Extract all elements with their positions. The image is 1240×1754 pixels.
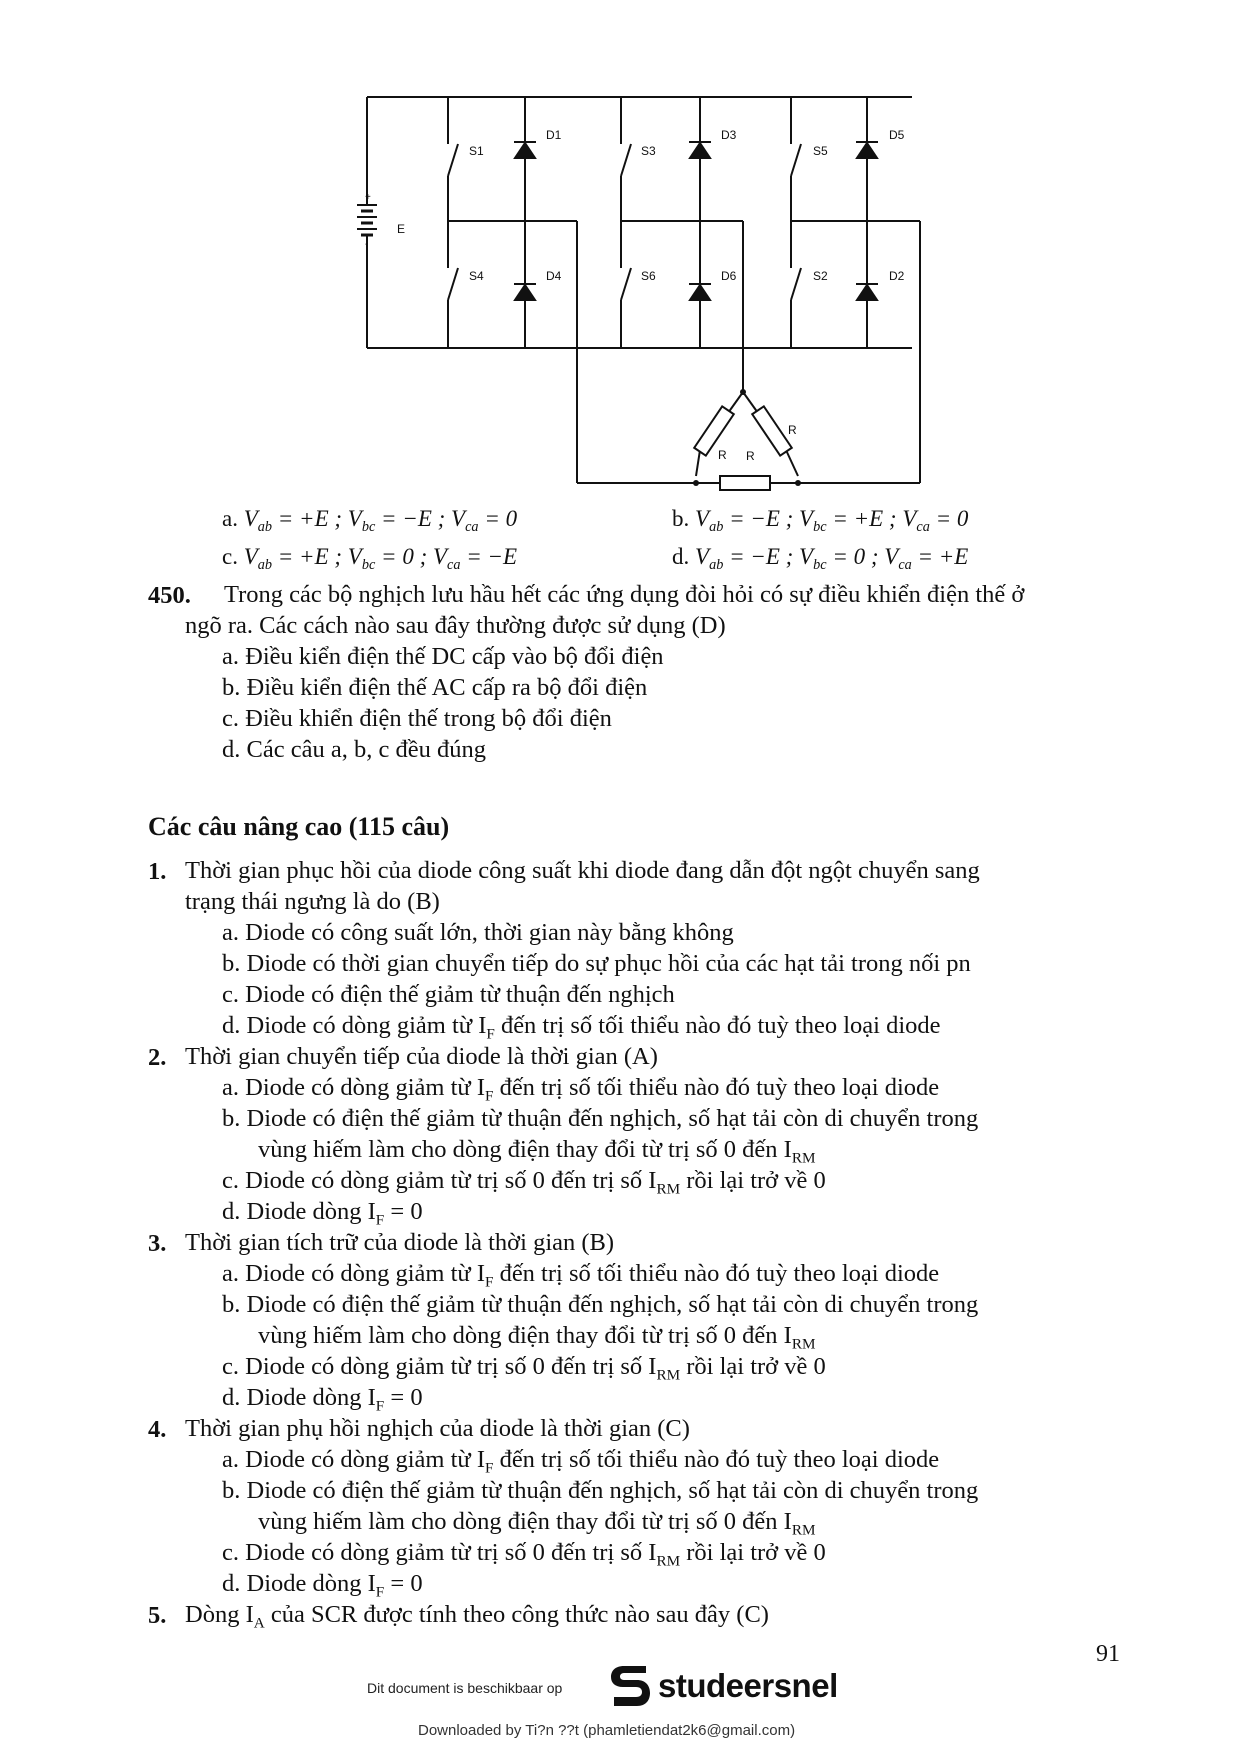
q5-number: 5. <box>148 1602 167 1629</box>
circuit-label-s6: S6 <box>641 269 656 283</box>
studeersnel-brand: studeersnel <box>658 1667 838 1704</box>
q450-option-d: d. Các câu a, b, c đều đúng <box>222 736 486 763</box>
studeersnel-s-icon <box>608 1662 652 1710</box>
q4-option-b-line1: b. Diode có điện thế giảm từ thuận đến nghịch, số hạt tải còn di chuyển trong <box>222 1477 979 1504</box>
q2-number: 2. <box>148 1044 167 1071</box>
q1-option-b: b. Diode có thời gian chuyển tiếp do sự phục hồi của các hạt tải trong nối pn <box>222 950 971 977</box>
q3-option-a: a. Diode có dòng giảm từ $I_F$ đến trị số tối thiểu nào đó tuỳ theo loại diode <box>222 1260 940 1291</box>
q4-option-a: a. Diode có dòng giảm từ $I_F$ đến trị số tối thiểu nào đó tuỳ theo loại diode <box>222 1446 940 1477</box>
q3-option-b-line2: vùng hiếm làm cho dòng điện thay đổi từ trị số 0 đến $I_{RM}$ <box>258 1322 816 1353</box>
q3-number: 3. <box>148 1230 167 1257</box>
circuit-label-d4: D4 <box>546 269 562 283</box>
three-phase-inverter-circuit <box>0 0 1240 500</box>
q3-option-b-line1: b. Diode có điện thế giảm từ thuận đến nghịch, số hạt tải còn di chuyển trong <box>222 1291 979 1318</box>
q449-option-b: b. $V_{ab} = -E$ ; $V_{bc} = +E$ ; $V_{ca} = 0$ <box>672 506 969 535</box>
q1-option-c: c. Diode có điện thế giảm từ thuận đến nghịch <box>222 981 675 1008</box>
q450-option-a: a. Điều kiển điện thế DC cấp vào bộ đổi điện <box>222 643 664 670</box>
q1-stem-line2: trạng thái ngưng là do (B) <box>185 888 440 915</box>
battery-minus-sign: - <box>365 239 369 250</box>
q450-stem-line2: ngõ ra. Các cách nào sau đây thường được sử dụng (D) <box>185 612 726 639</box>
circuit-label-s1: S1 <box>469 144 484 158</box>
q450-number: 450. <box>148 582 191 609</box>
q449-option-d: d. $V_{ab} = -E$ ; $V_{bc} = 0$ ; $V_{ca} = +E$ <box>672 544 969 573</box>
q450-option-c: c. Điều khiển điện thế trong bộ đổi điện <box>222 705 612 732</box>
q3-option-d: d. Diode dòng $I_F = 0$ <box>222 1384 423 1415</box>
circuit-label-d6: D6 <box>721 269 737 283</box>
circuit-label-d3: D3 <box>721 128 737 142</box>
footer-available-text: Dit document is beschikbaar op <box>367 1680 563 1696</box>
circuit-label-s4: S4 <box>469 269 484 283</box>
page-number: 91 <box>1096 1641 1120 1667</box>
q449-option-c: c. $V_{ab} = +E$ ; $V_{bc} = 0$ ; $V_{ca} = -E$ <box>222 544 518 573</box>
q2-option-b-line1: b. Diode có điện thế giảm từ thuận đến nghịch, số hạt tải còn di chuyển trong <box>222 1105 979 1132</box>
q450-stem-line1: Trong các bộ nghịch lưu hầu hết các ứng dụng đòi hỏi có sự điều khiển điện thế ở <box>224 581 1025 608</box>
circuit-label-s2: S2 <box>813 269 828 283</box>
q3-option-c: c. Diode có dòng giảm từ trị số 0 đến trị số $I_{RM}$ rồi lại trở về 0 <box>222 1353 826 1384</box>
q1-stem-line1: Thời gian phục hồi của diode công suất khi diode đang dẫn đột ngột chuyển sang <box>185 857 980 884</box>
q3-stem: Thời gian tích trữ của diode là thời gian (B) <box>185 1229 615 1256</box>
q5-stem: Dòng $I_A$ của SCR được tính theo công thức nào sau đây (C) <box>185 1601 769 1632</box>
circuit-label-e: E <box>397 222 406 236</box>
q450-option-b: b. Điều kiển điện thế AC cấp ra bộ đổi điện <box>222 674 648 701</box>
q4-number: 4. <box>148 1416 167 1443</box>
circuit-label-r-bottom: R <box>746 449 755 463</box>
q2-stem: Thời gian chuyển tiếp của diode là thời gian (A) <box>185 1043 658 1070</box>
studeersnel-logo[interactable] <box>608 1662 838 1710</box>
circuit-label-d1: D1 <box>546 128 562 142</box>
q2-option-d: d. Diode dòng $I_F = 0$ <box>222 1198 423 1229</box>
q1-option-d: d. Diode có dòng giảm từ $I_F$ đến trị số tối thiểu nào đó tuỳ theo loại diode <box>222 1012 941 1043</box>
battery-plus-sign: + <box>365 192 371 203</box>
circuit-label-s5: S5 <box>813 144 828 158</box>
q1-number: 1. <box>148 858 167 885</box>
footer-downloaded-text: Downloaded by Ti?n ??t (phamletiendat2k6@gmail.com) <box>418 1722 796 1739</box>
q2-option-b-line2: vùng hiếm làm cho dòng điện thay đổi từ trị số 0 đến $I_{RM}$ <box>258 1136 816 1167</box>
q2-option-c: c. Diode có dòng giảm từ trị số 0 đến trị số $I_{RM}$ rồi lại trở về 0 <box>222 1167 826 1198</box>
q4-option-b-line2: vùng hiếm làm cho dòng điện thay đổi từ trị số 0 đến $I_{RM}$ <box>258 1508 816 1539</box>
circuit-label-r-right: R <box>788 423 797 437</box>
q449-option-a: a. $V_{ab} = +E$ ; $V_{bc} = -E$ ; $V_{ca} = 0$ <box>222 506 518 535</box>
q4-option-c: c. Diode có dòng giảm từ trị số 0 đến trị số $I_{RM}$ rồi lại trở về 0 <box>222 1539 826 1570</box>
q2-option-a: a. Diode có dòng giảm từ $I_F$ đến trị số tối thiểu nào đó tuỳ theo loại diode <box>222 1074 940 1105</box>
circuit-label-d5: D5 <box>889 128 905 142</box>
q1-option-a: a. Diode có công suất lớn, thời gian này bằng không <box>222 919 734 946</box>
circuit-label-s3: S3 <box>641 144 656 158</box>
circuit-label-r-left: R <box>718 448 727 462</box>
q4-stem: Thời gian phụ hồi nghịch của diode là thời gian (C) <box>185 1415 690 1442</box>
q4-option-d: d. Diode dòng $I_F = 0$ <box>222 1570 423 1601</box>
circuit-label-d2: D2 <box>889 269 905 283</box>
section-heading: Các câu nâng cao (115 câu) <box>148 812 450 841</box>
